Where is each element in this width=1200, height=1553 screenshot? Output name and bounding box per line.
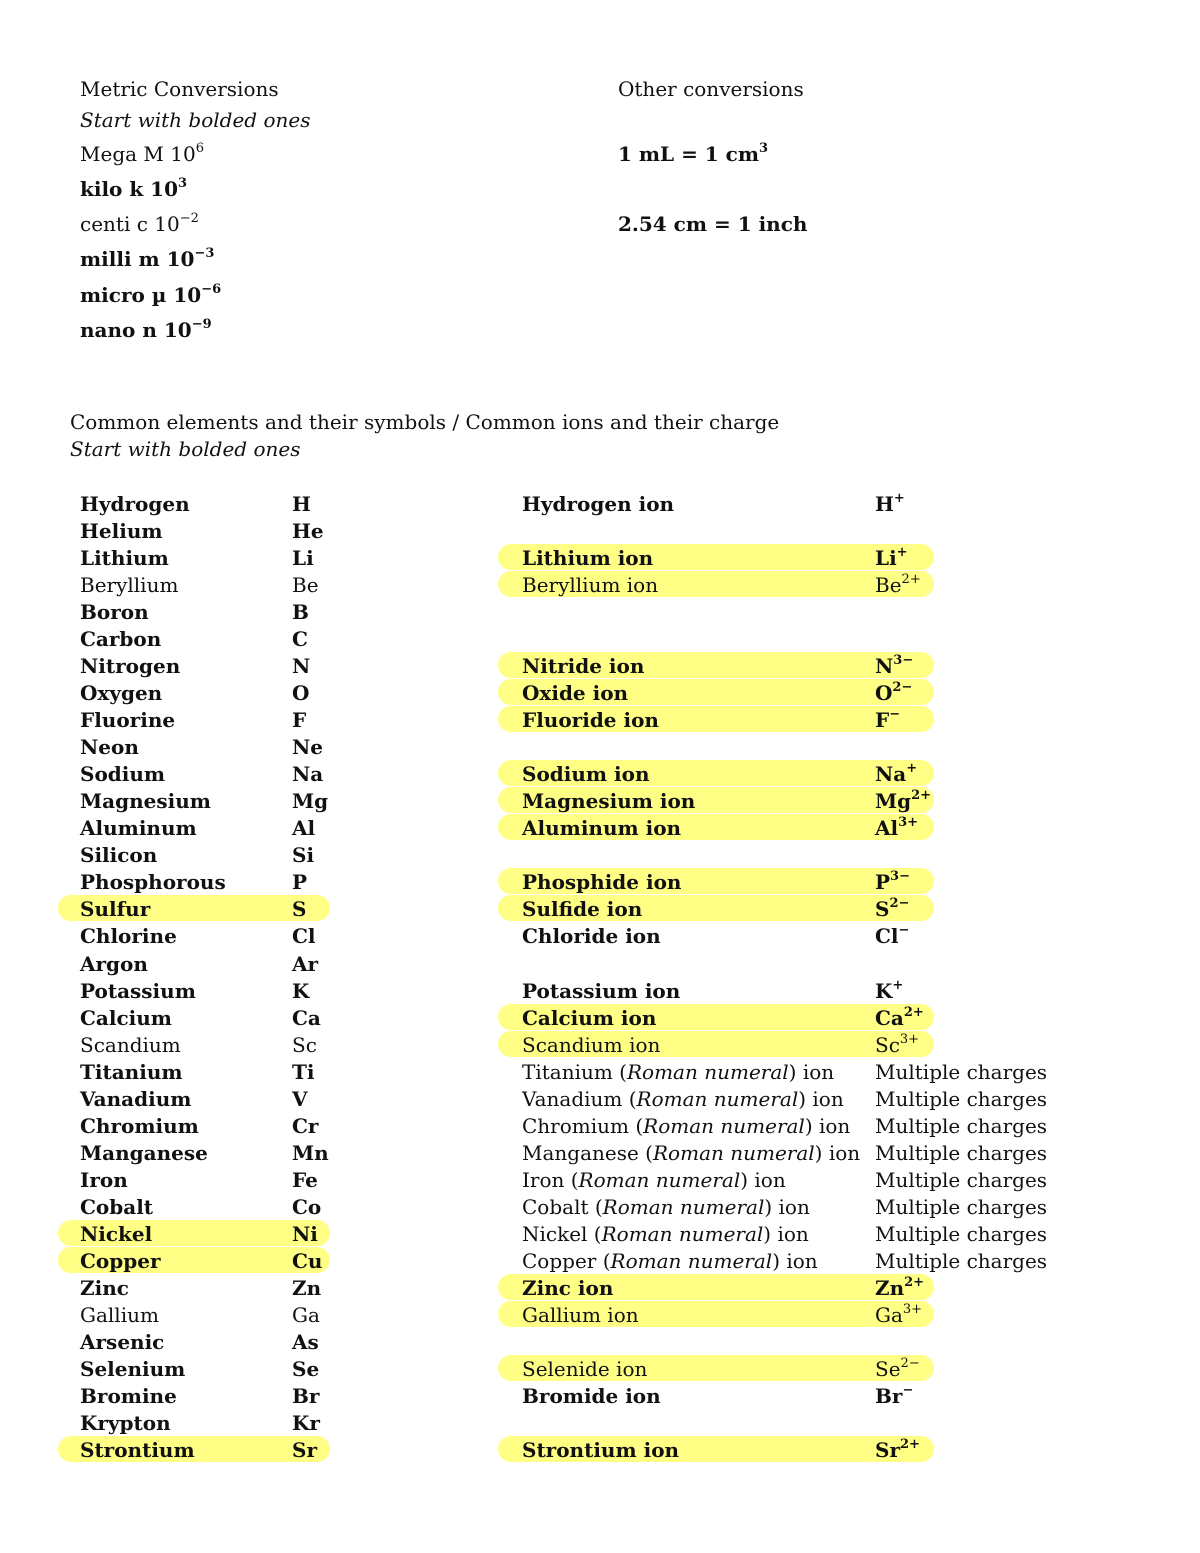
element-symbol: Si	[292, 843, 315, 867]
element-symbol: Be	[292, 573, 319, 597]
section-subheading: Start with bolded ones	[70, 437, 301, 461]
metric-prefix-row	[80, 212, 199, 236]
element-name: Krypton	[80, 1411, 171, 1435]
ion-name-tail: ) ion	[772, 1249, 818, 1273]
element-symbol: C	[292, 627, 308, 651]
ion-charge: 2+	[901, 572, 921, 587]
ion-symbol	[875, 1087, 1047, 1111]
ion-name	[522, 789, 695, 813]
element-symbol: Co	[292, 1195, 322, 1219]
roman-numeral-note: Roman numeral	[578, 1168, 741, 1192]
element-name: Titanium	[80, 1060, 183, 1084]
element-symbol: Fe	[292, 1168, 318, 1192]
roman-numeral-note: Roman numeral	[610, 1249, 773, 1273]
element-name: Boron	[80, 600, 149, 624]
ion-name-tail: ) ion	[764, 1195, 810, 1219]
ion-charge: −	[902, 1383, 914, 1398]
roman-numeral-note: Roman numeral	[643, 1114, 805, 1138]
ion-name	[522, 1276, 613, 1300]
metric-heading: Metric Conversions	[80, 77, 279, 101]
ion-symbol	[875, 1114, 1047, 1138]
metric-prefix-text: nano n 10	[80, 318, 192, 342]
element-symbol: Cr	[292, 1114, 319, 1138]
element-symbol: As	[292, 1330, 319, 1354]
ion-symbol-text: Zn	[875, 1276, 905, 1300]
element-symbol: K	[292, 979, 310, 1003]
ion-name	[522, 654, 644, 678]
ion-charge: +	[892, 978, 904, 993]
ion-symbol	[875, 654, 913, 678]
ion-name-text: Chloride ion	[522, 924, 661, 948]
other-conversion-text: 1 mL = 1 cm	[618, 142, 760, 166]
ion-name	[522, 1060, 834, 1084]
ion-symbol	[875, 573, 921, 597]
ion-symbol-text: Sc	[875, 1033, 900, 1057]
ion-symbol-text: S	[875, 897, 890, 921]
ion-symbol-text: F	[875, 708, 890, 732]
metric-prefix-exponent: −3	[194, 246, 215, 261]
ion-charge: 2−	[889, 896, 910, 911]
ion-symbol	[875, 924, 909, 948]
ion-name	[522, 1249, 818, 1273]
element-symbol: Se	[292, 1357, 320, 1381]
metric-prefix-row	[80, 142, 204, 166]
ion-name-text: Scandium ion	[522, 1033, 661, 1057]
metric-prefix-text: milli m 10	[80, 247, 195, 271]
ion-name	[522, 1087, 844, 1111]
ion-symbol-text: Multiple charges	[875, 1141, 1048, 1165]
element-symbol: Ti	[292, 1060, 315, 1084]
element-name: Aluminum	[80, 816, 197, 840]
ion-charge: 3+	[898, 815, 919, 830]
element-symbol: Ni	[292, 1222, 318, 1246]
ion-symbol	[875, 1222, 1047, 1246]
ion-name-text: Beryllium ion	[522, 573, 659, 597]
metric-subheading: Start with bolded ones	[80, 108, 311, 132]
metric-prefix-exponent: 3	[178, 176, 188, 191]
ion-name-text: Fluoride ion	[522, 708, 659, 732]
element-symbol: N	[292, 654, 311, 678]
element-symbol: H	[292, 492, 311, 516]
ion-symbol-text: Al	[875, 816, 899, 840]
ion-name	[522, 1033, 660, 1057]
element-symbol: He	[292, 519, 324, 543]
other-conversions-heading: Other conversions	[618, 77, 804, 101]
ion-charge: 3+	[899, 1032, 920, 1047]
element-name: Helium	[80, 519, 163, 543]
ion-charge: 2+	[899, 1437, 920, 1452]
ion-symbol	[875, 1384, 913, 1408]
element-symbol: Mn	[292, 1141, 329, 1165]
element-symbol: Ne	[292, 735, 324, 759]
ion-symbol	[875, 1195, 1047, 1219]
metric-prefix-exponent: 6	[195, 141, 204, 156]
ion-name	[522, 762, 650, 786]
element-symbol: Ar	[292, 952, 319, 976]
ion-symbol-text: Na	[875, 762, 907, 786]
element-symbol: Sr	[292, 1438, 317, 1462]
element-name: Oxygen	[80, 681, 163, 705]
ion-name-text: Bromide ion	[522, 1384, 661, 1408]
element-name: Vanadium	[80, 1087, 192, 1111]
ion-name-text: Cobalt (	[522, 1195, 603, 1219]
ion-symbol	[875, 1357, 920, 1381]
ion-name-text: Nickel (	[522, 1222, 602, 1246]
ion-name-text: Sulfide ion	[522, 897, 643, 921]
ion-name-text: Manganese (	[522, 1141, 653, 1165]
element-name: Strontium	[80, 1438, 195, 1462]
ion-name	[522, 1438, 679, 1462]
ion-symbol-text: Multiple charges	[875, 1114, 1048, 1138]
element-symbol: S	[292, 897, 307, 921]
metric-prefix-text: centi c 10	[80, 212, 180, 236]
ion-charge: 2+	[903, 1005, 924, 1020]
other-conversion-text: 2.54 cm = 1 inch	[618, 212, 808, 236]
ion-name-tail: ) ion	[740, 1168, 786, 1192]
element-symbol: F	[292, 708, 307, 732]
ion-symbol-text: Se	[875, 1357, 901, 1381]
element-name: Sulfur	[80, 897, 151, 921]
element-name: Iron	[80, 1168, 128, 1192]
ion-name-text: Selenide ion	[522, 1357, 648, 1381]
ion-name-text: Magnesium ion	[522, 789, 696, 813]
metric-prefix-text: kilo k 10	[80, 177, 179, 201]
element-name: Lithium	[80, 546, 169, 570]
ion-symbol	[875, 1303, 922, 1327]
element-symbol: Al	[292, 816, 316, 840]
ion-symbol	[875, 762, 917, 786]
ion-symbol	[875, 870, 910, 894]
ion-name	[522, 1357, 647, 1381]
ion-symbol	[875, 816, 918, 840]
ion-name-text: Vanadium (	[522, 1087, 637, 1111]
ion-symbol-text: P	[875, 870, 891, 894]
ion-name	[522, 924, 661, 948]
ion-symbol-text: Multiple charges	[875, 1060, 1048, 1084]
ion-name	[522, 1141, 860, 1165]
ion-symbol	[875, 492, 905, 516]
ion-name-text: Phosphide ion	[522, 870, 682, 894]
element-name: Silicon	[80, 843, 158, 867]
element-name: Magnesium	[80, 789, 211, 813]
element-name: Chromium	[80, 1114, 199, 1138]
element-symbol: Ca	[292, 1006, 321, 1030]
ion-symbol	[875, 681, 912, 705]
ion-charge: 2−	[892, 680, 913, 695]
element-symbol: Li	[292, 546, 314, 570]
ion-symbol-text: Ga	[875, 1303, 903, 1327]
metric-prefix-exponent: −2	[179, 211, 199, 226]
element-name: Argon	[80, 952, 148, 976]
metric-prefix-row	[80, 247, 214, 271]
ion-name-text: Sodium ion	[522, 762, 650, 786]
ion-name	[522, 1168, 786, 1192]
ion-name	[522, 897, 642, 921]
ion-name-text: Iron (	[522, 1168, 579, 1192]
element-name: Arsenic	[80, 1330, 165, 1354]
ion-name	[522, 1114, 850, 1138]
ion-name-text: Zinc ion	[522, 1276, 614, 1300]
ion-symbol-text: Ca	[875, 1006, 904, 1030]
ion-symbol	[875, 979, 903, 1003]
element-name: Sodium	[80, 762, 166, 786]
ion-charge: +	[893, 491, 905, 506]
element-name: Bromine	[80, 1384, 177, 1408]
element-symbol: V	[292, 1087, 308, 1111]
element-name: Nitrogen	[80, 654, 181, 678]
element-name: Potassium	[80, 979, 196, 1003]
ion-symbol	[875, 1033, 919, 1057]
metric-prefix-text: micro µ 10	[80, 283, 202, 307]
ion-charge: 2+	[904, 1275, 925, 1290]
element-name: Fluorine	[80, 708, 176, 732]
ion-name-text: Strontium ion	[522, 1438, 680, 1462]
ion-charge: +	[906, 761, 918, 776]
ion-symbol	[875, 546, 908, 570]
metric-prefix-row	[80, 283, 221, 307]
ion-name	[522, 1006, 656, 1030]
ion-name-text: Copper (	[522, 1249, 611, 1273]
ion-symbol-text: Multiple charges	[875, 1168, 1048, 1192]
ion-symbol-text: Br	[875, 1384, 903, 1408]
ion-symbol	[875, 1141, 1047, 1165]
ion-name-text: Nitride ion	[522, 654, 645, 678]
other-conversion-exponent: 3	[759, 141, 769, 156]
element-symbol: P	[292, 870, 308, 894]
element-symbol: Br	[292, 1384, 320, 1408]
ion-name-tail: ) ion	[814, 1141, 861, 1165]
metric-prefix-text: Mega M 10	[80, 142, 196, 166]
element-symbol: Zn	[292, 1276, 322, 1300]
roman-numeral-note: Roman numeral	[653, 1141, 815, 1165]
element-name: Neon	[80, 735, 139, 759]
ion-name	[522, 870, 681, 894]
ion-symbol-text: Li	[875, 546, 897, 570]
element-name: Hydrogen	[80, 492, 190, 516]
ion-name	[522, 1222, 809, 1246]
element-name: Beryllium	[80, 573, 179, 597]
ion-charge: 3−	[890, 869, 910, 884]
element-name: Nickel	[80, 1222, 153, 1246]
ion-name	[522, 573, 658, 597]
other-conversion-row	[618, 142, 768, 166]
ion-symbol	[875, 1438, 920, 1462]
ion-symbol	[875, 1060, 1047, 1084]
ion-name-text: Calcium ion	[522, 1006, 657, 1030]
ion-symbol-text: Multiple charges	[875, 1195, 1048, 1219]
ion-symbol	[875, 789, 931, 813]
ion-name-text: Gallium ion	[522, 1303, 639, 1327]
element-symbol: Sc	[292, 1033, 317, 1057]
element-name: Zinc	[80, 1276, 129, 1300]
roman-numeral-note: Roman numeral	[636, 1087, 799, 1111]
ion-name	[522, 492, 674, 516]
ion-name-text: Chromium (	[522, 1114, 644, 1138]
ion-charge: +	[896, 545, 908, 560]
element-name: Selenium	[80, 1357, 186, 1381]
ion-symbol-text: K	[875, 979, 893, 1003]
ion-symbol	[875, 708, 900, 732]
ion-charge: 2+	[911, 788, 932, 803]
element-symbol: O	[292, 681, 310, 705]
ion-charge: 2−	[900, 1356, 920, 1371]
element-name: Scandium	[80, 1033, 181, 1057]
ion-name-text: Oxide ion	[522, 681, 629, 705]
element-symbol: Cl	[292, 924, 316, 948]
roman-numeral-note: Roman numeral	[601, 1222, 764, 1246]
ion-charge: −	[889, 707, 901, 722]
ion-symbol	[875, 1006, 924, 1030]
element-name: Carbon	[80, 627, 162, 651]
roman-numeral-note: Roman numeral	[602, 1195, 765, 1219]
ion-name	[522, 708, 659, 732]
metric-prefix-exponent: −6	[201, 282, 222, 297]
element-symbol: B	[292, 600, 309, 624]
ion-symbol	[875, 1276, 924, 1300]
element-symbol: Na	[292, 762, 324, 786]
metric-prefix-exponent: −9	[191, 317, 212, 332]
ion-name	[522, 1195, 810, 1219]
element-name: Phosphorous	[80, 870, 226, 894]
ion-symbol-text: Sr	[875, 1438, 900, 1462]
ion-name	[522, 1303, 639, 1327]
element-name: Cobalt	[80, 1195, 154, 1219]
ion-symbol-text: O	[875, 681, 893, 705]
ion-symbol-text: N	[875, 654, 894, 678]
ion-name	[522, 979, 680, 1003]
other-conversion-row	[618, 212, 807, 236]
ion-symbol-text: Cl	[875, 924, 899, 948]
ion-name-tail: ) ion	[798, 1087, 844, 1111]
element-name: Gallium	[80, 1303, 159, 1327]
element-name: Chlorine	[80, 924, 177, 948]
ion-name-tail: ) ion	[788, 1060, 835, 1084]
roman-numeral-note: Roman numeral	[626, 1060, 789, 1084]
ion-name-text: Lithium ion	[522, 546, 654, 570]
ion-symbol-text: Mg	[875, 789, 912, 813]
ion-charge: 3+	[902, 1302, 923, 1317]
element-name: Manganese	[80, 1141, 208, 1165]
ion-symbol	[875, 1168, 1047, 1192]
ion-name	[522, 681, 628, 705]
ion-symbol	[875, 897, 909, 921]
ion-name-text: Titanium (	[522, 1060, 627, 1084]
element-symbol: Ga	[292, 1303, 320, 1327]
metric-prefix-row	[80, 318, 212, 342]
ion-name-tail: ) ion	[804, 1114, 851, 1138]
ion-charge: −	[898, 923, 910, 938]
element-name: Calcium	[80, 1006, 172, 1030]
ion-name-text: Hydrogen ion	[522, 492, 675, 516]
ion-symbol-text: Multiple charges	[875, 1087, 1048, 1111]
metric-prefix-row	[80, 177, 187, 201]
ion-symbol-text: Multiple charges	[875, 1249, 1048, 1273]
ion-name-tail: ) ion	[763, 1222, 809, 1246]
ion-name-text: Potassium ion	[522, 979, 681, 1003]
ion-name	[522, 816, 681, 840]
ion-symbol-text: Be	[875, 573, 902, 597]
ion-name	[522, 1384, 661, 1408]
element-name: Copper	[80, 1249, 161, 1273]
ion-symbol-text: H	[875, 492, 894, 516]
element-symbol: Kr	[292, 1411, 320, 1435]
section-heading: Common elements and their symbols / Common ions and their charge	[70, 410, 780, 434]
element-symbol: Cu	[292, 1249, 323, 1273]
ion-name-text: Aluminum ion	[522, 816, 682, 840]
ion-symbol-text: Multiple charges	[875, 1222, 1048, 1246]
ion-charge: 3−	[893, 653, 914, 668]
element-symbol: Mg	[292, 789, 329, 813]
ion-symbol	[875, 1249, 1047, 1273]
ion-name	[522, 546, 653, 570]
